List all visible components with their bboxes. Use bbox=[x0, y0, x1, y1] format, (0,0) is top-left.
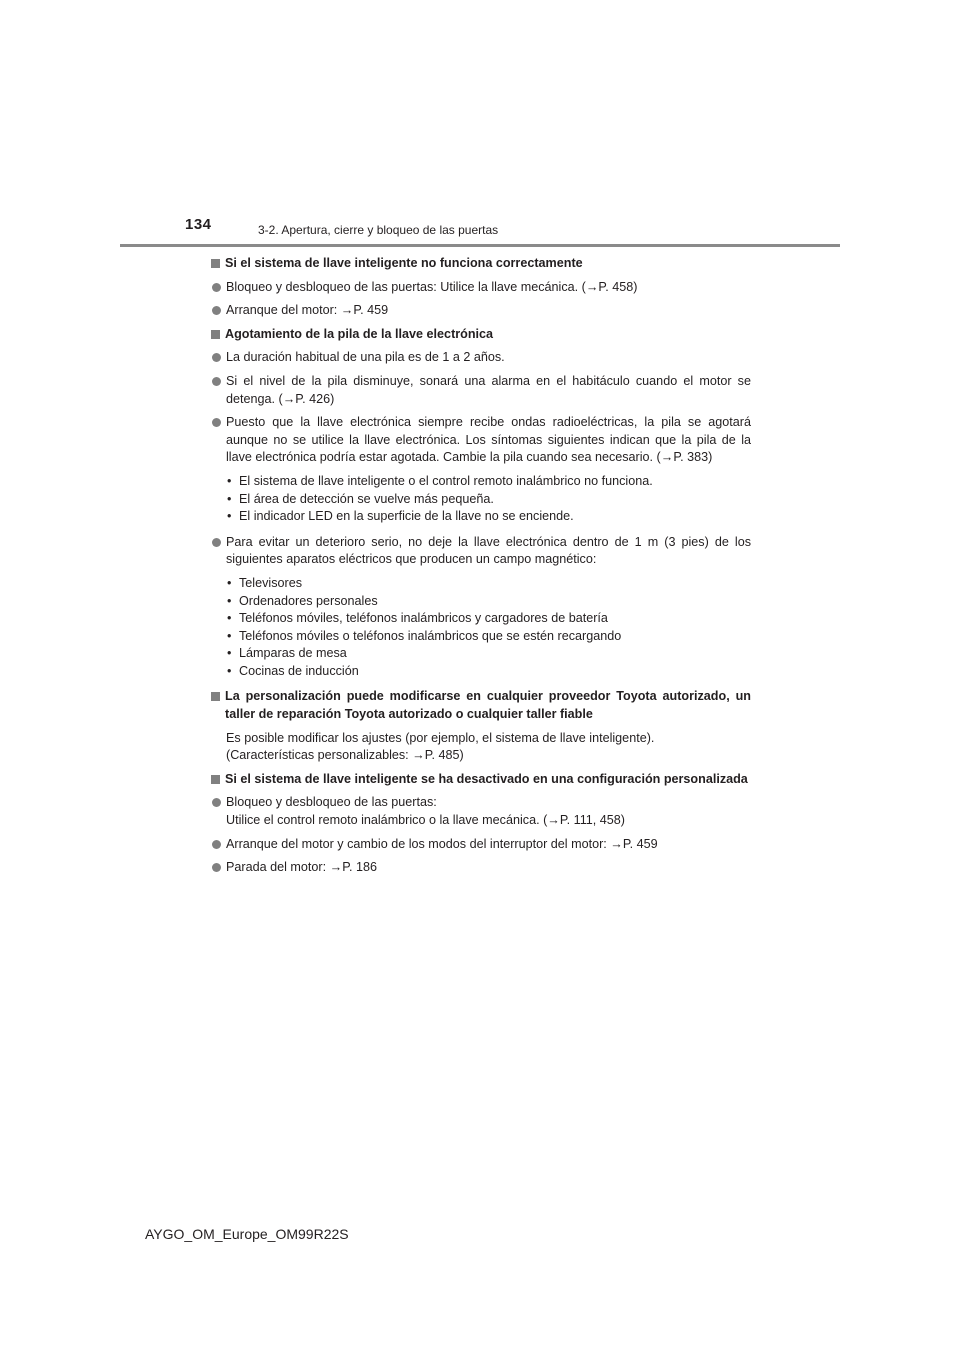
sub-list-item: • Televisores bbox=[227, 575, 302, 590]
sub-list-item: • El sistema de llave inteligente o el control remoto inalámbrico no funciona. bbox=[227, 473, 653, 488]
square-bullet-icon bbox=[211, 688, 225, 697]
header-rule bbox=[120, 244, 840, 247]
sub-list-item: • Ordenadores personales bbox=[227, 593, 378, 608]
section-heading: Agotamiento de la pila de la llave electrónica bbox=[211, 326, 751, 344]
round-bullet-icon bbox=[211, 794, 226, 829]
list-item: Arranque del motor y cambio de los modos del interruptor del motor: →P. 459 bbox=[211, 836, 751, 854]
section-smart-key-deactivated bbox=[211, 771, 751, 877]
section-heading: Si el sistema de llave inteligente se ha desactivado en una configuración personalizada bbox=[211, 771, 751, 789]
round-bullet-icon bbox=[211, 859, 226, 877]
footer-document-code: AYGO_OM_Europe_OM99R22S bbox=[145, 1226, 349, 1242]
square-bullet-icon bbox=[211, 771, 225, 780]
square-bullet-icon bbox=[211, 255, 225, 264]
symptom-list bbox=[226, 473, 751, 526]
round-bullet-icon bbox=[211, 302, 226, 320]
round-bullet-icon bbox=[211, 373, 226, 408]
sub-list-item: • El área de detección se vuelve más pequeña. bbox=[227, 491, 494, 506]
sub-list-item: • Lámparas de mesa bbox=[227, 646, 347, 661]
round-bullet-icon bbox=[211, 534, 226, 683]
page-content bbox=[211, 255, 751, 883]
list-item: Bloqueo y desbloqueo de las puertas: Utilice la llave mecánica. (→P. 458) bbox=[211, 279, 751, 297]
section-heading: Si el sistema de llave inteligente no funciona correctamente bbox=[211, 255, 751, 273]
list-item: Arranque del motor: →P. 459 bbox=[211, 302, 751, 320]
paragraph: Es posible modificar los ajustes (por ejemplo, el sistema de llave inteligente). (Características personalizables: →P. 485) bbox=[226, 730, 655, 763]
list-item: Parada del motor: →P. 186 bbox=[211, 859, 751, 877]
round-bullet-icon bbox=[211, 349, 226, 367]
page-number: 134 bbox=[185, 216, 212, 233]
list-item: La duración habitual de una pila es de 1 a 2 años. bbox=[211, 349, 751, 367]
round-bullet-icon bbox=[211, 279, 226, 297]
square-bullet-icon bbox=[211, 326, 225, 335]
list-item: Para evitar un deterioro serio, no deje la llave electrónica dentro de 1 m (3 pies) de los siguientes aparatos eléctricos que producen un campo magnético: • Televisores • Ordenadores personales • Teléfonos móviles, teléfonos inalámbricos y cargadores de batería • Teléfonos móviles o teléfonos inalámbricos que se estén recargando • Lámparas de mesa • Cocinas de inducción bbox=[211, 534, 751, 683]
section-heading: La personalización puede modificarse en cualquier proveedor Toyota autorizado, un taller de reparación Toyota autorizado o cualquier taller fiable bbox=[211, 688, 751, 723]
device-list bbox=[226, 575, 751, 681]
list-item: Bloqueo y desbloqueo de las puertas: Utilice el control remoto inalámbrico o la llave mecánica. (→P. 111, 458) bbox=[211, 794, 751, 829]
round-bullet-icon bbox=[211, 836, 226, 854]
round-bullet-icon bbox=[211, 414, 226, 528]
list-item: Puesto que la llave electrónica siempre recibe ondas radioeléctricas, la pila se agotará aunque no se utilice la llave electrónica. Los síntomas siguientes indican que la pila de la llave electrónica podría estar agotada. Cambie la pila cuando sea necesario. (→P. 383) • El sistema de llave inteligente o el control remoto inalámbrico no funciona. • El área de detección se vuelve más pequeña. • El indicador LED en la superficie de la llave no se enciende. bbox=[211, 414, 751, 528]
sub-list-item: • Teléfonos móviles, teléfonos inalámbricos y cargadores de batería bbox=[227, 611, 608, 626]
section-customization bbox=[211, 688, 751, 764]
list-item: Si el nivel de la pila disminuye, sonará una alarma en el habitáculo cuando el motor se detenga. (→P. 426) bbox=[211, 373, 751, 408]
sub-list-item: • Teléfonos móviles o teléfonos inalámbricos que se estén recargando bbox=[227, 628, 622, 643]
section-smart-key-malfunction bbox=[211, 255, 751, 320]
section-battery-depletion bbox=[211, 326, 751, 683]
sub-list-item: • Cocinas de inducción bbox=[227, 663, 359, 678]
sub-list-item: • El indicador LED en la superficie de la llave no se enciende. bbox=[227, 509, 574, 524]
chapter-title: 3-2. Apertura, cierre y bloqueo de las puertas bbox=[258, 223, 499, 237]
